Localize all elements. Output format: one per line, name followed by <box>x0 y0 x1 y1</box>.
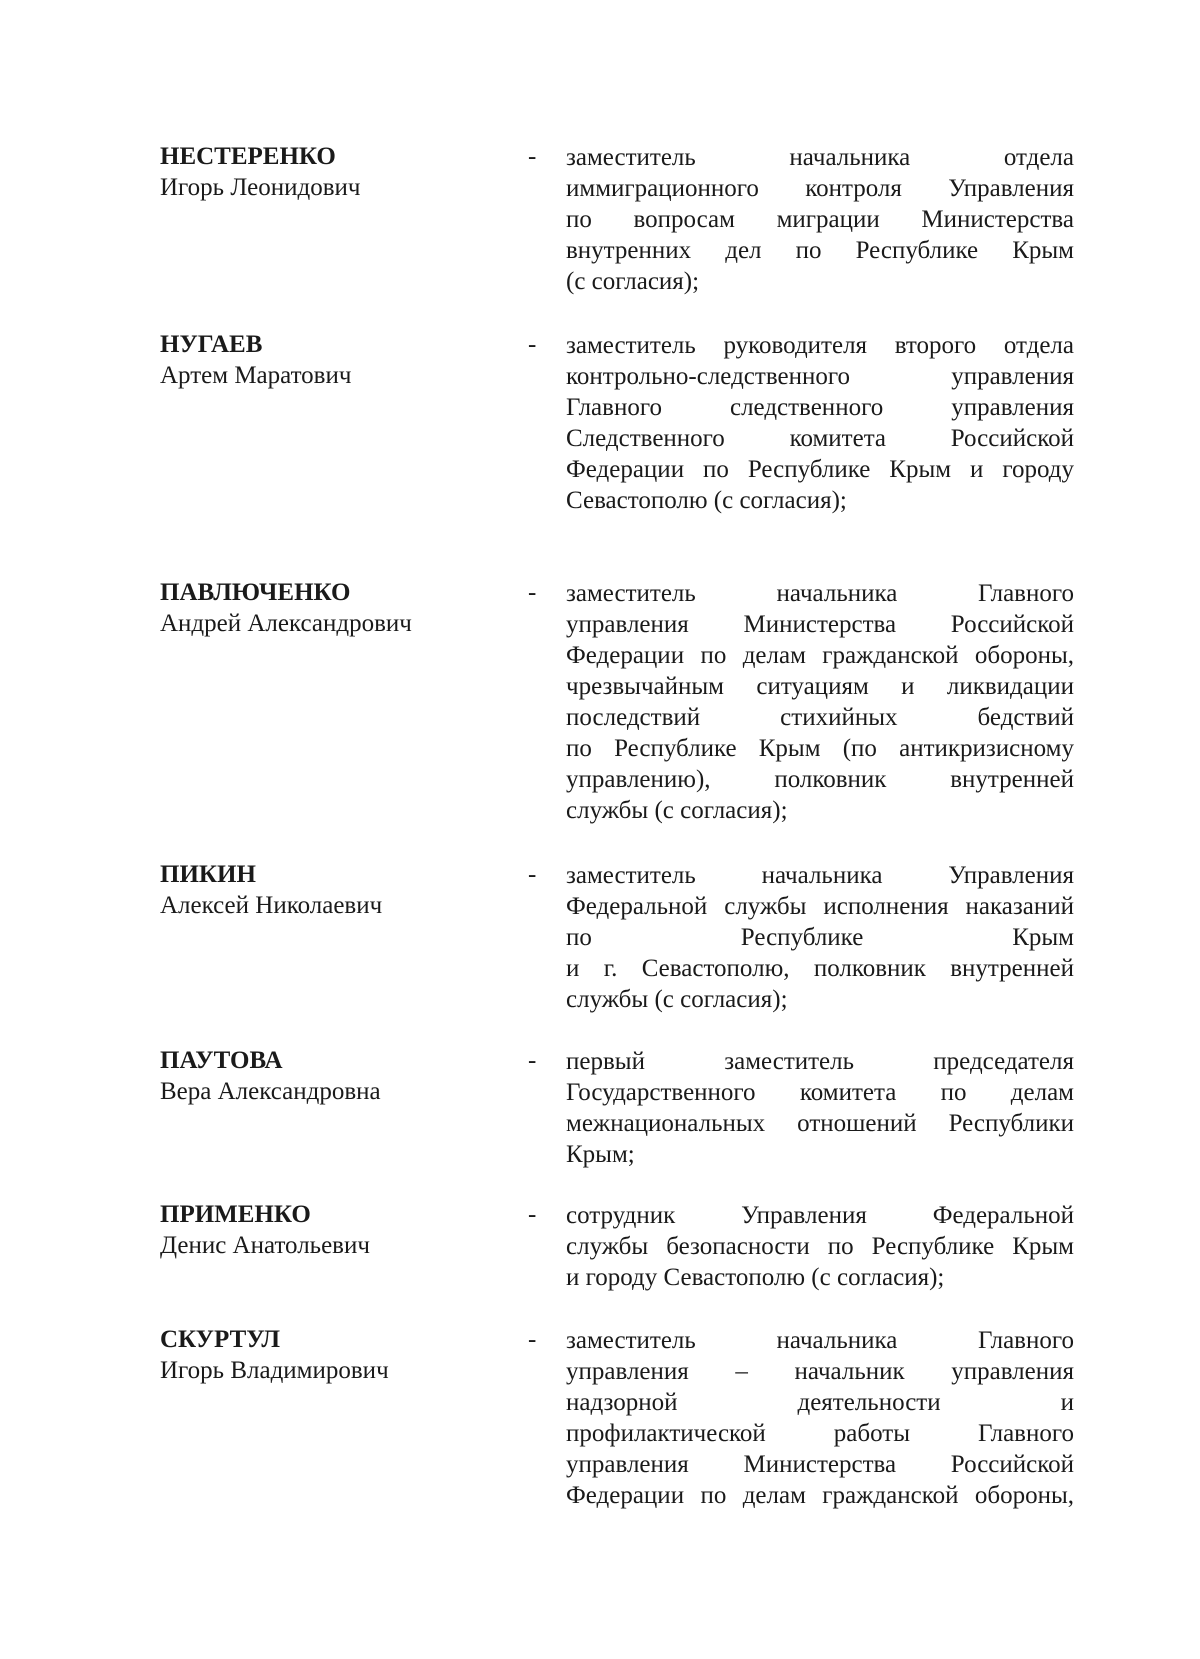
position-line: Федерации по делам гражданской обороны, <box>566 1482 1074 1509</box>
position-line: Крым; <box>566 1141 635 1168</box>
position-line: службы (с согласия); <box>566 986 788 1013</box>
member-surname: ПИКИН <box>160 861 256 888</box>
position-line: межнациональных отношений Республики <box>566 1110 1074 1137</box>
position-line: заместитель руководителя второго отдела <box>566 332 1074 359</box>
member-position <box>566 578 1074 826</box>
position-line: по Республике Крым <box>566 924 1074 951</box>
separator-dash: - <box>528 579 537 606</box>
position-line: службы (с согласия); <box>566 797 788 824</box>
member-position <box>566 1046 1074 1170</box>
position-line: и городу Севастополю (с согласия); <box>566 1264 945 1291</box>
member-position <box>566 330 1074 516</box>
member-surname: ПАУТОВА <box>160 1047 283 1074</box>
position-line: сотрудник Управления Федеральной <box>566 1202 1074 1229</box>
separator-dash: - <box>528 861 537 888</box>
position-line: внутренних дел по Республике Крым <box>566 237 1074 264</box>
member-surname: СКУРТУЛ <box>160 1326 280 1353</box>
position-line: Государственного комитета по делам <box>566 1079 1074 1106</box>
position-line: последствий стихийных бедствий <box>566 704 1074 731</box>
member-given-name: Артем Маратович <box>160 362 352 389</box>
member-surname: НЕСТЕРЕНКО <box>160 143 336 170</box>
separator-dash: - <box>528 1201 537 1228</box>
position-line: по Республике Крым (по антикризисному <box>566 735 1074 762</box>
position-line: службы безопасности по Республике Крым <box>566 1233 1074 1260</box>
member-given-name: Алексей Николаевич <box>160 892 383 919</box>
member-position <box>566 860 1074 1015</box>
position-line: (с согласия); <box>566 268 700 295</box>
separator-dash: - <box>528 1326 537 1353</box>
separator-dash: - <box>528 143 537 170</box>
position-line: Следственного комитета Российской <box>566 425 1074 452</box>
position-line: заместитель начальника Главного <box>566 1327 1074 1354</box>
position-line: заместитель начальника Главного <box>566 580 1074 607</box>
position-line: Главного следственного управления <box>566 394 1074 421</box>
member-position <box>566 142 1074 297</box>
separator-dash: - <box>528 1047 537 1074</box>
position-line: иммиграционного контроля Управления <box>566 175 1074 202</box>
position-line: чрезвычайным ситуациям и ликвидации <box>566 673 1074 700</box>
position-line: Севастополю (с согласия); <box>566 487 847 514</box>
position-line: Федерации по Республике Крым и городу <box>566 456 1074 483</box>
member-given-name: Денис Анатольевич <box>160 1232 370 1259</box>
position-line: первый заместитель председателя <box>566 1048 1074 1075</box>
member-position <box>566 1325 1074 1511</box>
position-line: контрольно-следственного управления <box>566 363 1074 390</box>
position-line: управления Министерства Российской <box>566 1451 1074 1478</box>
position-line: Федеральной службы исполнения наказаний <box>566 893 1074 920</box>
member-surname: ПРИМЕНКО <box>160 1201 311 1228</box>
position-line: управления Министерства Российской <box>566 611 1074 638</box>
position-line: надзорной деятельности и <box>566 1389 1074 1416</box>
position-line: профилактической работы Главного <box>566 1420 1074 1447</box>
member-position <box>566 1200 1074 1293</box>
position-line: Федерации по делам гражданской обороны, <box>566 642 1074 669</box>
member-surname: ПАВЛЮЧЕНКО <box>160 579 351 606</box>
member-given-name: Андрей Александрович <box>160 610 412 637</box>
position-line: заместитель начальника Управления <box>566 862 1074 889</box>
position-line: управлению), полковник внутренней <box>566 766 1074 793</box>
separator-dash: - <box>528 331 537 358</box>
member-given-name: Игорь Леонидович <box>160 174 361 201</box>
member-given-name: Игорь Владимирович <box>160 1357 389 1384</box>
position-line: по вопросам миграции Министерства <box>566 206 1074 233</box>
position-line: управления – начальник управления <box>566 1358 1074 1385</box>
position-line: и г. Севастополю, полковник внутренней <box>566 955 1074 982</box>
member-given-name: Вера Александровна <box>160 1078 381 1105</box>
position-line: заместитель начальника отдела <box>566 144 1074 171</box>
member-surname: НУГАЕВ <box>160 331 263 358</box>
